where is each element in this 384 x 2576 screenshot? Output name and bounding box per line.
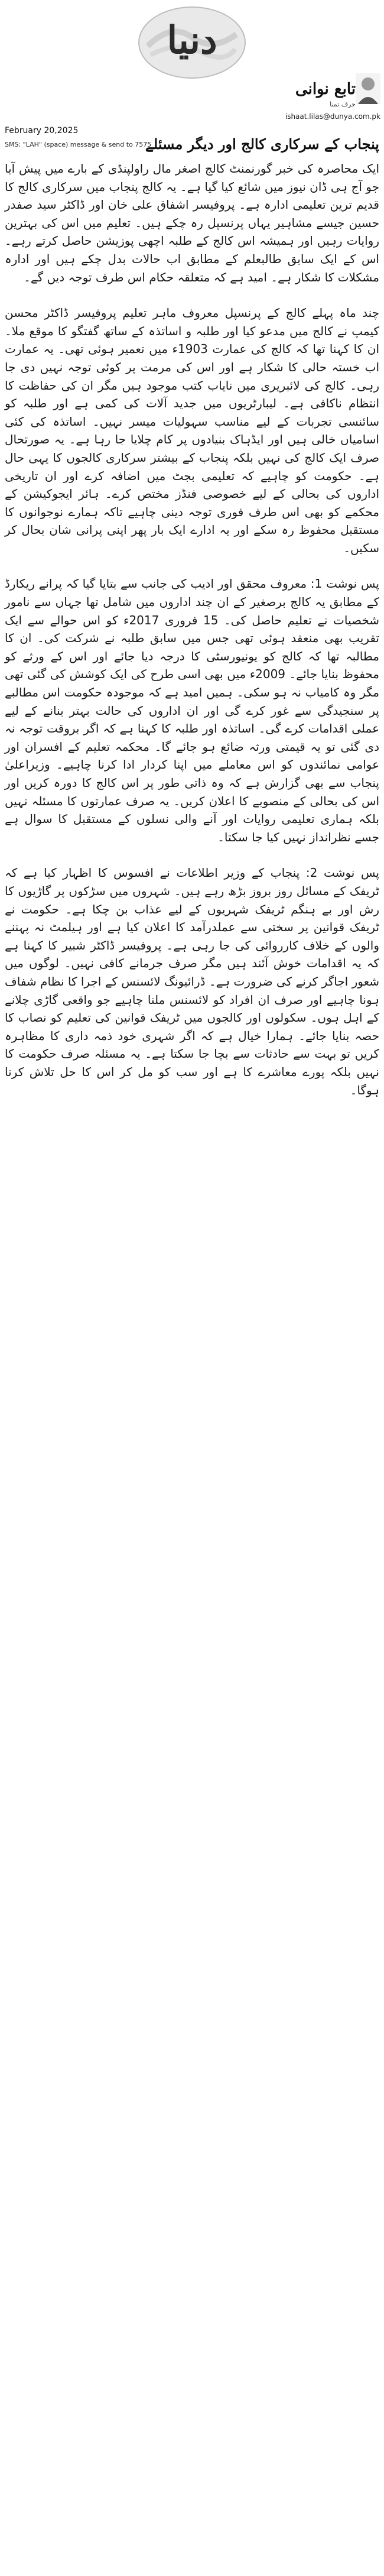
article-paragraph: چند ماہ پہلے کالج کے پرنسپل معروف ماہر تعلیم پروفیسر ڈاکٹر محسن کیمپ نے کالج میں مدعو کیا اور طلبہ و اساتذہ کے ساتھ گفتگو کا موقع ملا۔ ان کا کہنا تھا کہ کالج کی عمارت 1903ء میں تعمیر ہوئی تھی۔ یہ عمارت اب خستہ حالی کا شکار ہے اور اس کی مرمت پر کوئی توجہ نہیں دی جا رہی۔ کالج کی لائبریری میں نایاب کتب موجود ہیں مگر ان کی حفاظت کا انتظام ناکافی ہے۔ لیبارٹریوں میں جدید آلات کی کمی ہے اور طلبہ کو سائنسی تجربات کے لیے مناسب سہولیات میسر نہیں۔ اساتذہ کی کئی اسامیاں خالی ہیں اور ایڈہاک بنیادوں پر کام چلایا جا رہا ہے۔ یہ صورتحال صرف ایک کالج کی نہیں بلکہ پنجاب کے بیشتر سرکاری کالجوں کا یہی حال ہے۔ حکومت کو چاہیے کہ تعلیمی بجٹ میں اضافہ کرے اور ان تاریخی اداروں کی بحالی کے لیے خصوصی فنڈز مختص کرے۔ ہائر ایجوکیشن کے محکمے کو بھی اس طرف فوری توجہ دینی چاہیے تاکہ ہمارے نوجوانوں کا مستقبل محفوظ رہ سکے اور یہ ادارے ایک بار پھر اپنی پرانی شان بحال کر سکیں۔ bbox=[5, 306, 379, 555]
author-name: تابع نوانی bbox=[295, 80, 356, 98]
logo-text: دنیا bbox=[167, 18, 217, 63]
sms-note: SMS: "LAH" (space) message & send to 7575 bbox=[5, 141, 152, 148]
author-subtitle: حرف تمنا bbox=[330, 101, 356, 108]
byline bbox=[237, 79, 356, 110]
article-headline: پنجاب کے سرکاری کالج اور دیگر مسئلے bbox=[145, 135, 379, 153]
author-email: ishaat.lilas@dunya.com.pk bbox=[285, 112, 380, 121]
article-paragraph: پس نوشت 2: پنجاب کے وزیر اطلاعات نے افسوس کا اظہار کیا ہے کہ ٹریفک کے مسائل روز بروز بڑھ رہے ہیں۔ شہروں میں سڑکوں پر گاڑیوں کا رش اور بے ہنگم ٹریفک شہریوں کے لیے عذاب بن چکا ہے۔ حکومت نے ٹریفک قوانین پر سختی سے عملدرآمد کا اعلان کیا ہے اور ہیلمٹ نہ پہننے والوں کے خلاف کارروائی کی جا رہی ہے۔ پروفیسر ڈاکٹر شبیر کا کہنا ہے کہ یہ اقدامات خوش آئند ہیں مگر صرف جرمانے کافی نہیں۔ لوگوں میں شعور اجاگر کرنے کی ضرورت ہے۔ ڈرائیونگ لائسنس کے اجرا کا نظام شفاف ہونا چاہیے اور صرف ان افراد کو لائسنس ملنا چاہیے جو واقعی گاڑی چلانے کے اہل ہوں۔ سکولوں اور کالجوں میں ٹریفک قوانین کی تعلیم کو نصاب کا حصہ بنایا جائے۔ ہمارا خیال ہے کہ اگر شہری خود ذمہ داری کا مظاہرہ کریں تو بہت سے حادثات سے بچا جا سکتا ہے۔ یہ مسئلہ صرف حکومت کا نہیں بلکہ پورے معاشرے کا ہے اور سب کو مل کر اس کا حل تلاش کرنا ہوگا۔ bbox=[5, 866, 379, 1097]
article-body bbox=[5, 160, 379, 1099]
masthead bbox=[0, 0, 384, 153]
article-paragraph: ایک محاصرہ کی خبر گورنمنٹ کالج اصغر مال راولپنڈی کے بارے میں پیش آیا جو آج ہی ڈان نیوز میں شائع کیا گیا ہے۔ یہ کالج پنجاب میں سرکاری کالج کا قدیم ترین تعلیمی ادارہ ہے۔ پروفیسر اشفاق علی خان اور ڈاکٹر سید صفدر حسین جیسے مشاہیر یہاں پرنسپل رہ چکے ہیں۔ تعلیم میں اس کی بہترین روایات رہیں اور ہمیشہ اس کالج کے طلبہ اچھی پوزیشن حاصل کرتے رہے۔ اس کے ایک سابق طالبعلم کے مطابق اب حالات بدل چکے ہیں اور ادارہ مشکلات کا شکار ہے۔ امید ہے کہ متعلقہ حکام اس طرف توجہ دیں گے۔ bbox=[5, 161, 379, 284]
publish-date: February 20,2025 bbox=[5, 126, 79, 135]
article-paragraph: پس نوشت 1: معروف محقق اور ادیب کی جانب سے بتایا گیا کہ پرانے ریکارڈ کے مطابق یہ کالج برصغیر کے ان چند اداروں میں شامل تھا جہاں سے نامور شخصیات نے تعلیم حاصل کی۔ 15 فروری 2017ء کو اس حوالے سے ایک تقریب بھی منعقد ہوئی تھی جس میں سابق طلبہ نے شرکت کی۔ ان کا مطالبہ تھا کہ کالج کو یونیورسٹی کا درجہ دیا جائے اور اس کے ورثے کو محفوظ بنایا جائے۔ 2009ء میں بھی اسی طرح کی ایک کوشش کی گئی تھی مگر وہ کامیاب نہ ہو سکی۔ ہمیں امید ہے کہ موجودہ حکومت اس مطالبے پر سنجیدگی سے غور کرے گی اور ان اداروں کی حالت بہتر بنانے کے لیے عملی اقدامات کرے گی۔ اساتذہ اور طلبہ کا کہنا ہے کہ اگر بروقت توجہ نہ دی گئی تو یہ قیمتی ورثہ ضائع ہو جائے گا۔ محکمہ تعلیم کے افسران اور عوامی نمائندوں کو اس معاملے میں اپنا کردار ادا کرنا چاہیے۔ وزیراعلیٰ پنجاب سے بھی گزارش ہے کہ وہ ذاتی طور پر اس کالج کا دورہ کریں اور اس کی بحالی کے منصوبے کا اعلان کریں۔ یہ صرف عمارتوں کا مسئلہ نہیں بلکہ ہماری تعلیمی روایات اور آنے والی نسلوں کے مستقبل کا سوال ہے جسے نظرانداز نہیں کیا جا سکتا۔ bbox=[5, 576, 379, 844]
author-portrait-icon bbox=[356, 73, 380, 104]
author-photo bbox=[356, 73, 380, 104]
logo-emblem-icon bbox=[136, 5, 248, 80]
newspaper-logo bbox=[136, 5, 248, 80]
